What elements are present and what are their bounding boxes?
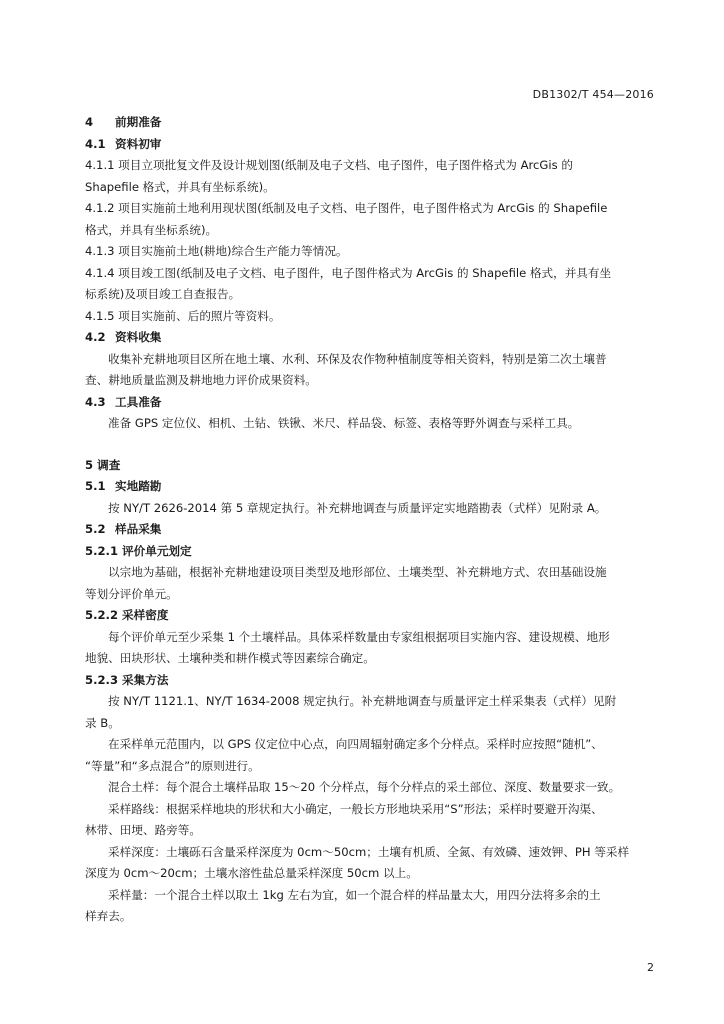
section-5-heading: 5 调查	[85, 457, 121, 472]
paragraph-5-2-3-p4-line-1: 采样路线：根据采样地块的形状和大小确定，一般长方形地块采用“S”形法；采样时要避开沟渠、	[108, 801, 603, 816]
paragraph-5-2-3-p4-line-2: 林带、田埂、路旁等。	[85, 823, 201, 837]
paragraph-5-2-3-p2-line-2: “等量”和“多点混合”的原则进行。	[85, 758, 260, 773]
paragraph-5-2-3-p1-line-2: 录 B。	[85, 715, 120, 730]
section-5-2-3-heading: 5.2.3 采集方法	[85, 672, 169, 687]
paragraph-5-2-3-p5-line-2: 深度为 0cm～20cm；土壤水溶性盐总量采样深度 50cm 以上。	[85, 866, 418, 880]
section-5-2-1-heading: 5.2.1 评价单元划定	[85, 543, 192, 558]
item-4-1-4-line-1: 4.1.4 项目竣工图(纸制及电子文档、电子图件，电子图件格式为 ArcGis 的 Shapefile 格式，并具有坐	[85, 265, 612, 280]
item-4-1-1-line-1: 4.1.1 项目立项批复文件及设计规划图(纸制及电子文档、电子图件，电子图件格式为 ArcGis 的	[85, 158, 573, 172]
section-4-2-heading: 4.2 资料收集	[85, 330, 162, 344]
section-4-3-heading: 4.3 工具准备	[85, 394, 162, 409]
section-5-2-2-heading: 5.2.2 采样密度	[85, 608, 169, 622]
paragraph-5-2-3-p5-line-1: 采样深度：土壤砾石含量采样深度为 0cm～50cm；土壤有机质、全氮、有效磷、速效钾、PH 等采样	[108, 844, 630, 859]
paragraph-5-2-3-p2-line-1: 在采样单元范围内，以 GPS 仪定位中心点，向四周辐射确定多个分样点。采样时应按照“随机”、	[108, 737, 603, 751]
item-4-1-5: 4.1.5 项目实施前、后的照片等资料。	[85, 308, 281, 323]
item-4-1-2-line-1: 4.1.2 项目实施前土地利用现状图(纸制及电子文档、电子图件，电子图件格式为 ArcGis 的 Shapefile	[85, 201, 608, 215]
paragraph-5-2-3-p6-line-1: 采样量：一个混合土样以取土 1kg 左右为宜，如一个混合样的样品量太大，用四分法将多余的土	[108, 887, 601, 902]
section-4-1-heading: 4.1 资料初审	[85, 136, 162, 151]
page-number: 2	[647, 961, 654, 974]
item-4-1-4-line-2: 标系统)及项目竣工自查报告。	[85, 287, 241, 301]
paragraph-4-2-line-2: 查、耕地质量监测及耕地地力评价成果资料。	[85, 373, 317, 387]
paragraph-4-2-line-1: 收集补充耕地项目区所在地土壤、水利、环保及农作物种植制度等相关资料，特别是第二次土壤普	[108, 351, 607, 366]
section-4-heading: 4 前期准备	[85, 115, 162, 129]
standard-code: DB1302/T 454—2016	[532, 88, 654, 101]
paragraph-5-2-1-line-2: 等划分评价单元。	[85, 586, 178, 601]
section-5-1-heading: 5.1 实地踏勘	[85, 479, 162, 493]
paragraph-5-2-2-line-1: 每个评价单元至少采集 1 个土壤样品。具体采样数量由专家组根据项目实施内容、建设规模、地形	[108, 629, 610, 644]
paragraph-5-2-3-p1-line-1: 按 NY/T 1121.1、NY/T 1634-2008 规定执行。补充耕地调查与质量评定土样采集表（式样）见附	[108, 694, 617, 708]
paragraph-5-1: 按 NY/T 2626-2014 第 5 章规定执行。补充耕地调查与质量评定实地踏勘表（式样）见附录 A。	[108, 500, 607, 515]
item-4-1-3: 4.1.3 项目实施前土地(耕地)综合生产能力等情况。	[85, 244, 348, 258]
paragraph-5-2-3-p3: 混合土样：每个混合土壤样品取 15～20 个分样点，每个分样点的采土部位、深度、数量要求一致。	[108, 780, 621, 794]
item-4-1-2-line-2: 格式，并具有坐标系统)。	[85, 222, 218, 237]
paragraph-5-2-3-p6-line-2: 样弃去。	[85, 909, 132, 923]
paragraph-4-3: 准备 GPS 定位仪、相机、土钻、铁锹、米尺、样品袋、标签、表格等野外调查与采样工具。	[108, 416, 580, 430]
document-body	[85, 112, 657, 928]
paragraph-5-2-1-line-1: 以宗地为基础，根据补充耕地建设项目类型及地形部位、土壤类型、补充耕地方式、农田基础设施	[108, 565, 607, 579]
paragraph-5-2-2-line-2: 地貌、田块形状、土壤种类和耕作模式等因素综合确定。	[85, 651, 375, 665]
item-4-1-1-line-2: Shapefile 格式，并具有坐标系统)。	[85, 179, 275, 194]
section-5-2-heading: 5.2 样品采集	[85, 522, 162, 536]
